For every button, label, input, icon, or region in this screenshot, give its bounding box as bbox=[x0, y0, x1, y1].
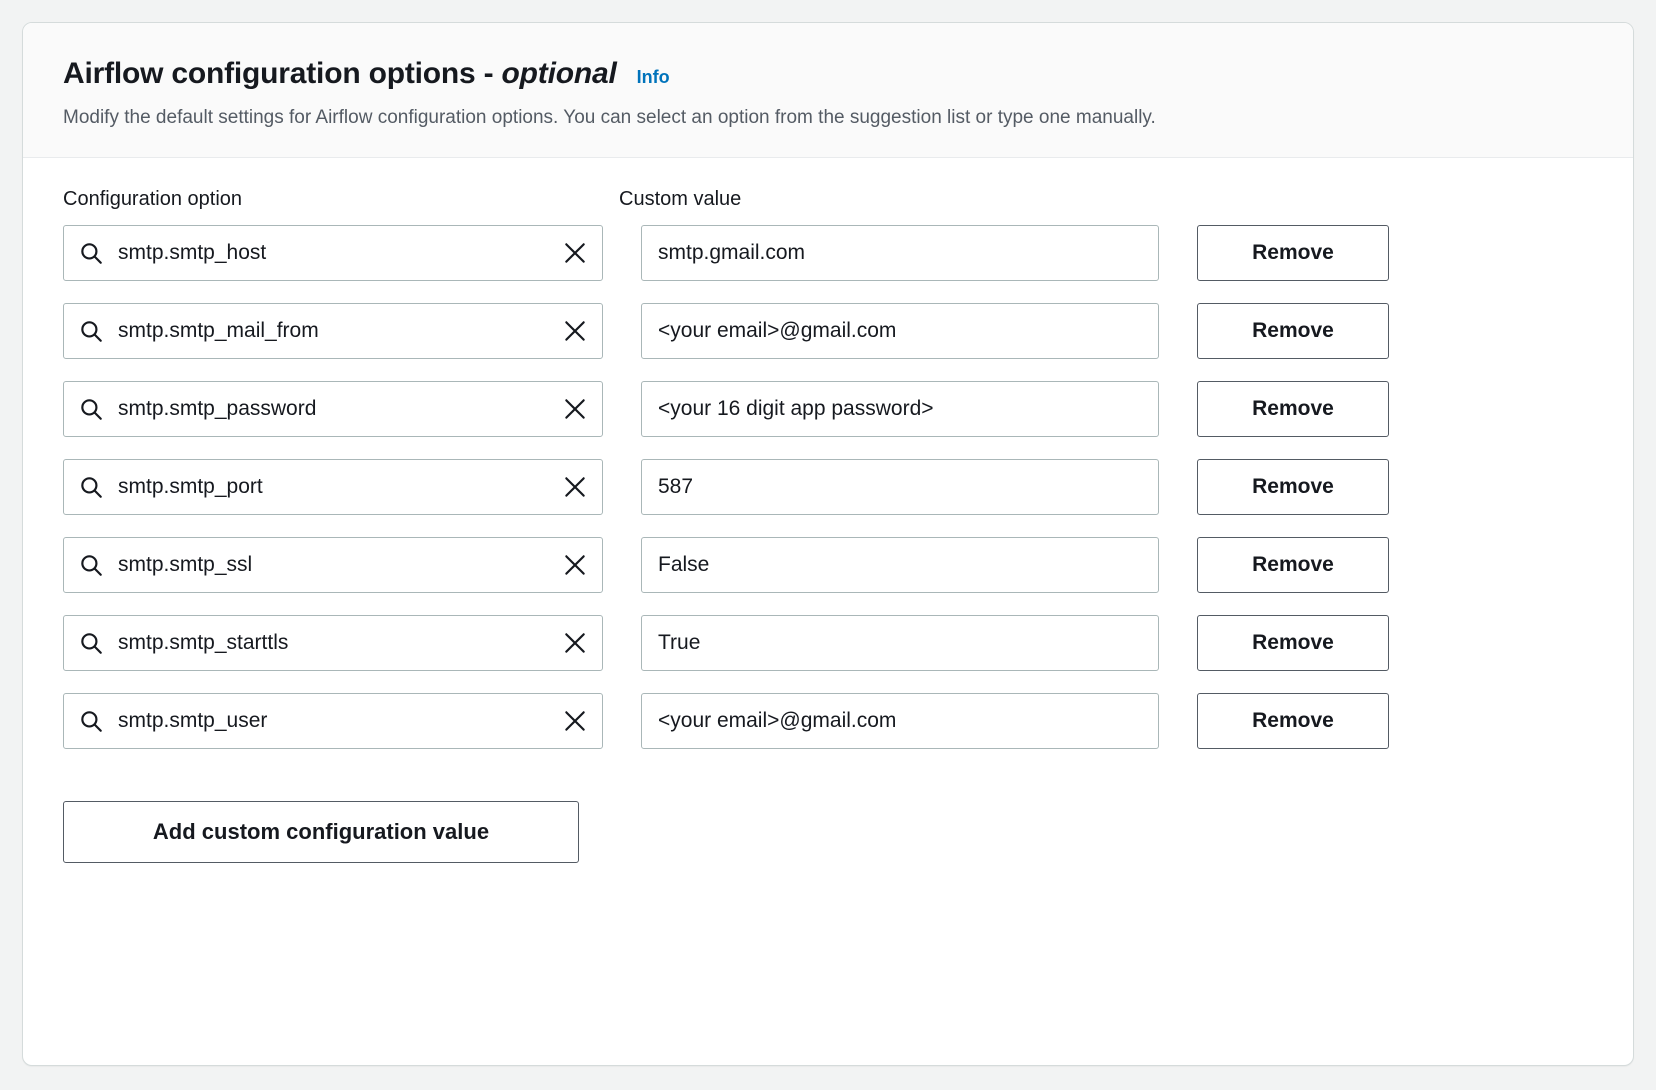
config-row bbox=[63, 459, 1593, 515]
config-row bbox=[63, 225, 1593, 281]
custom-value-input[interactable]: <your 16 digit app password> bbox=[641, 381, 1159, 437]
configuration-option-input[interactable] bbox=[63, 615, 603, 671]
close-icon[interactable] bbox=[562, 318, 588, 344]
close-icon[interactable] bbox=[562, 474, 588, 500]
custom-value-input[interactable]: True bbox=[641, 615, 1159, 671]
custom-value-input[interactable]: smtp.gmail.com bbox=[641, 225, 1159, 281]
remove-button[interactable]: Remove bbox=[1197, 303, 1389, 359]
remove-button[interactable]: Remove bbox=[1197, 225, 1389, 281]
info-link[interactable]: Info bbox=[636, 67, 670, 87]
column-header-option: Configuration option bbox=[63, 187, 243, 210]
config-row bbox=[63, 381, 1593, 437]
close-icon[interactable] bbox=[562, 552, 588, 578]
panel-header bbox=[23, 23, 1633, 158]
search-icon bbox=[78, 630, 104, 656]
configuration-option-value: smtp.smtp_mail_from bbox=[118, 318, 319, 342]
column-header-value: Custom value bbox=[619, 187, 742, 210]
configuration-option-value: smtp.smtp_host bbox=[118, 240, 267, 264]
panel-description: Modify the default settings for Airflow configuration options. You can select an option from the suggestion list or type one manually. bbox=[63, 107, 1156, 128]
column-headers bbox=[63, 188, 1593, 211]
remove-button[interactable]: Remove bbox=[1197, 381, 1389, 437]
close-icon[interactable] bbox=[562, 630, 588, 656]
remove-button[interactable]: Remove bbox=[1197, 615, 1389, 671]
config-row bbox=[63, 615, 1593, 671]
custom-value-input[interactable]: <your email>@gmail.com bbox=[641, 303, 1159, 359]
configuration-option-value: smtp.smtp_ssl bbox=[118, 552, 253, 576]
configuration-option-input[interactable] bbox=[63, 459, 603, 515]
configuration-option-value: smtp.smtp_user bbox=[118, 708, 268, 732]
search-icon bbox=[78, 318, 104, 344]
title-row bbox=[63, 57, 1593, 91]
configuration-option-input[interactable] bbox=[63, 537, 603, 593]
config-row bbox=[63, 303, 1593, 359]
custom-value-input[interactable]: <your email>@gmail.com bbox=[641, 693, 1159, 749]
configuration-option-input[interactable] bbox=[63, 225, 603, 281]
page-title-main: Airflow configuration options - bbox=[63, 57, 502, 90]
page-title-optional: optional bbox=[501, 57, 617, 90]
remove-button[interactable]: Remove bbox=[1197, 459, 1389, 515]
close-icon[interactable] bbox=[562, 240, 588, 266]
add-custom-configuration-value-button[interactable]: Add custom configuration value bbox=[63, 801, 579, 863]
page-title bbox=[63, 57, 617, 91]
custom-value-input[interactable]: 587 bbox=[641, 459, 1159, 515]
search-icon bbox=[78, 474, 104, 500]
airflow-configuration-panel bbox=[22, 22, 1634, 1066]
configuration-option-value: smtp.smtp_starttls bbox=[118, 630, 289, 654]
configuration-option-input[interactable] bbox=[63, 381, 603, 437]
close-icon[interactable] bbox=[562, 708, 588, 734]
configuration-option-input[interactable] bbox=[63, 693, 603, 749]
close-icon[interactable] bbox=[562, 396, 588, 422]
search-icon bbox=[78, 396, 104, 422]
configuration-option-input[interactable] bbox=[63, 303, 603, 359]
remove-button[interactable]: Remove bbox=[1197, 693, 1389, 749]
configuration-option-value: smtp.smtp_password bbox=[118, 396, 317, 420]
search-icon bbox=[78, 552, 104, 578]
config-row bbox=[63, 693, 1593, 749]
configuration-option-value: smtp.smtp_port bbox=[118, 474, 263, 498]
search-icon bbox=[78, 708, 104, 734]
remove-button[interactable]: Remove bbox=[1197, 537, 1389, 593]
custom-value-input[interactable]: False bbox=[641, 537, 1159, 593]
panel-body bbox=[23, 158, 1633, 903]
config-row bbox=[63, 537, 1593, 593]
search-icon bbox=[78, 240, 104, 266]
